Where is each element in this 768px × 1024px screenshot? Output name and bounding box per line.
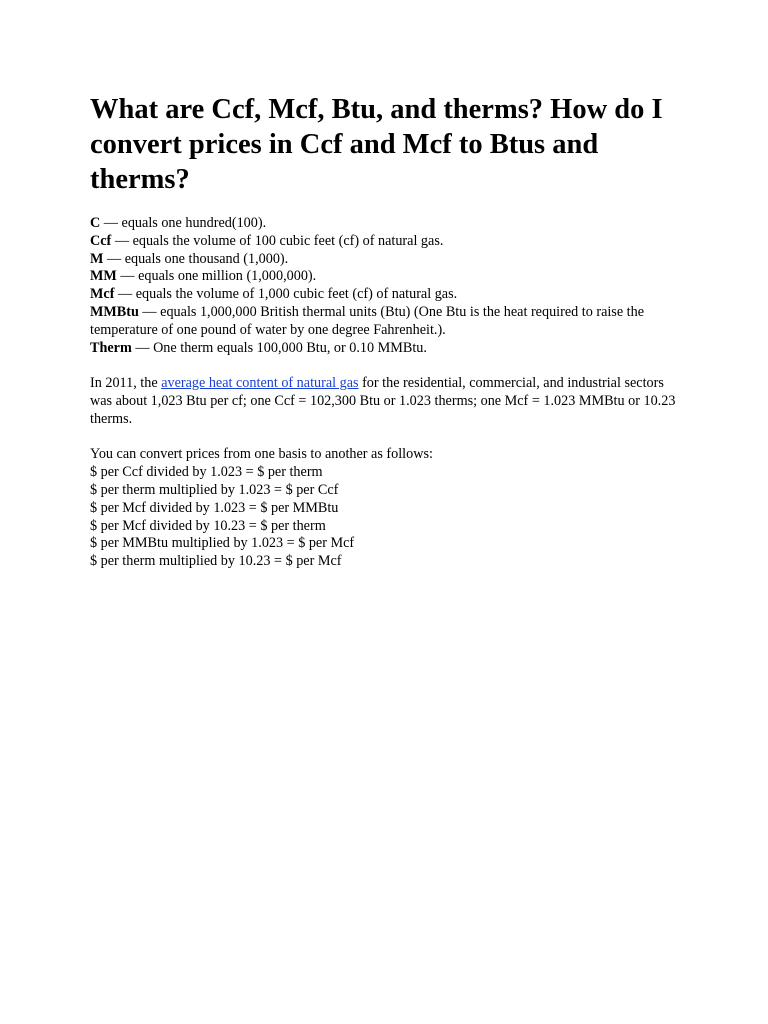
definition-text: — equals one million (1,000,000). [116, 268, 317, 285]
conversion-rule: $ per therm multiplied by 10.23 = $ per Mcf [90, 553, 342, 570]
definition-term: Mcf [90, 286, 115, 303]
definition-text: — equals the volume of 100 cubic feet (cf) of natural gas. [111, 232, 444, 249]
heat-paragraph-before: In 2011, the [90, 375, 162, 392]
definition-term: Therm [90, 339, 132, 356]
definition-text: — equals one hundred(100). [100, 215, 267, 231]
definition-term: C [90, 215, 101, 231]
definition-item [90, 268, 680, 286]
definition-term: MM [90, 268, 117, 285]
page-title: What are Ccf, Mcf, Btu, and therms? How do I convert prices in Ccf and Mcf to Btus and therms? [90, 94, 663, 195]
definition-text: — One therm equals 100,000 Btu, or 0.10 MMBtu. [131, 339, 427, 356]
document-page [90, 92, 680, 571]
definition-text: — equals 1,000,000 British thermal units (Btu) (One Btu is the heat required to raise the temperature of one pound of water by one degree Fahrenheit.). [90, 303, 645, 338]
definitions-list [90, 215, 680, 357]
definition-term: M [90, 250, 104, 267]
conversion-rule: $ per Mcf divided by 10.23 = $ per therm [90, 517, 326, 534]
heat-content-link[interactable]: average heat content of natural gas [161, 375, 359, 392]
conversion-rule: $ per therm multiplied by 1.023 = $ per Ccf [90, 481, 339, 498]
conversion-intro: You can convert prices from one basis to another as follows: [90, 446, 433, 463]
definition-item [90, 304, 680, 340]
conversion-section [90, 446, 680, 571]
definition-text: — equals one thousand (1,000). [103, 250, 289, 267]
definition-text: — equals the volume of 1,000 cubic feet (cf) of natural gas. [114, 286, 458, 303]
conversion-rule: $ per MMBtu multiplied by 1.023 = $ per Mcf [90, 535, 355, 552]
definition-item [90, 286, 680, 304]
conversion-rule: $ per Mcf divided by 1.023 = $ per MMBtu [90, 499, 339, 516]
definition-item [90, 215, 680, 233]
definition-item [90, 233, 680, 251]
heat-paragraph-after: for the residential, commercial, and industrial sectors was about 1,023 Btu per cf; one Ccf = 102,300 Btu or 1.023 therms; one Mcf = 1.023 MMBtu or 10.23 therms. [90, 375, 676, 427]
definition-term: Ccf [90, 232, 112, 249]
definition-item [90, 340, 680, 358]
heat-content-paragraph [90, 375, 680, 428]
conversion-rule: $ per Ccf divided by 1.023 = $ per therm [90, 464, 323, 481]
definition-term: MMBtu [90, 303, 139, 320]
definition-item [90, 251, 680, 269]
